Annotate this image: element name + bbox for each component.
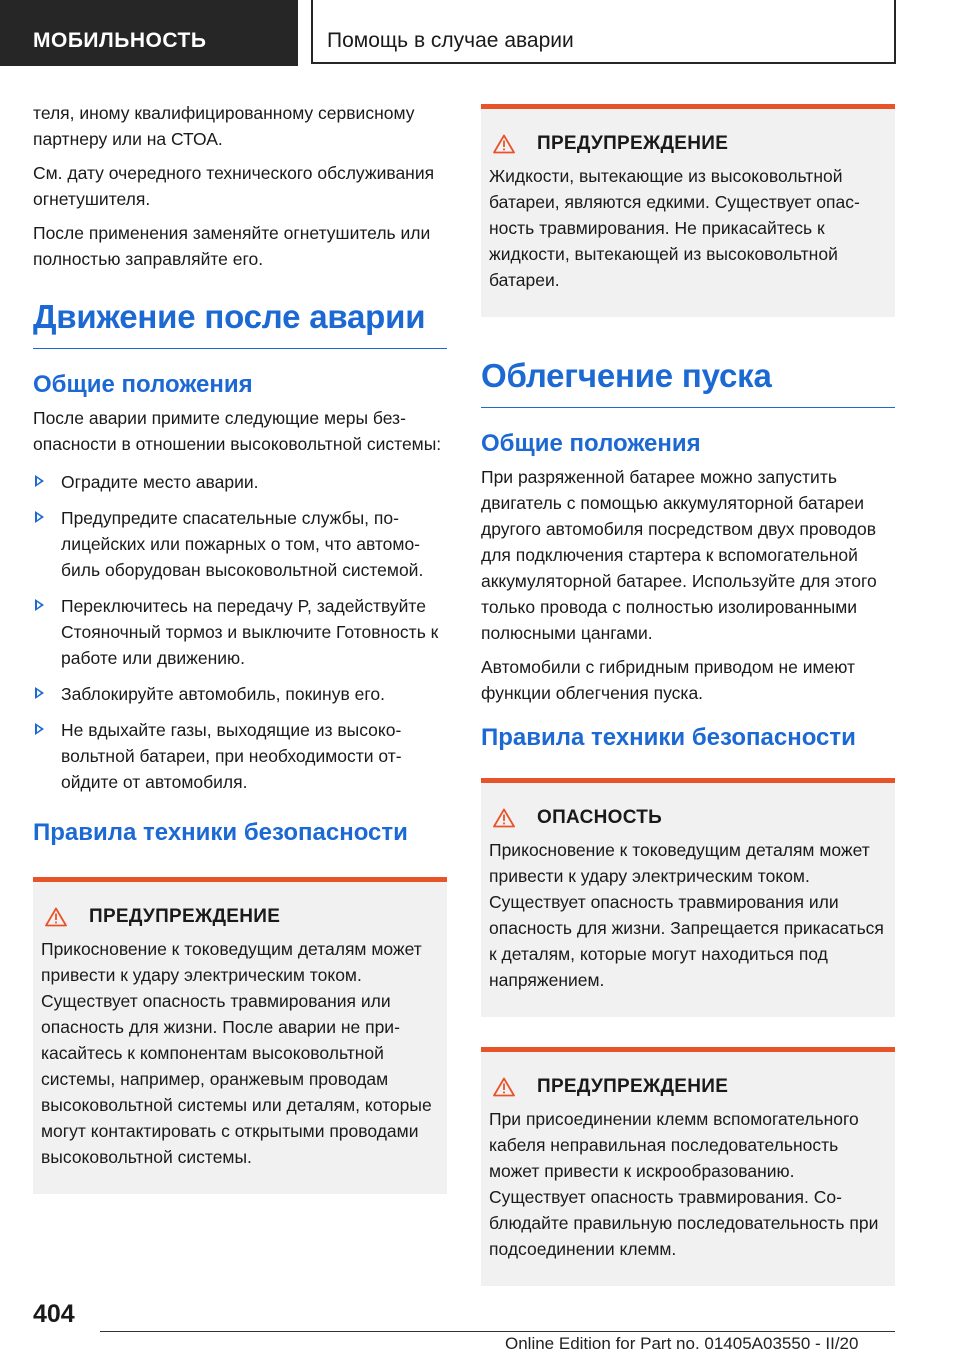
warning-header [489,1076,887,1098]
page-number: 404 [33,1300,75,1328]
list-item-text: Переключитесь на передачу P, задействуйте Стояночный тормоз и выключите Готовность к работе или движению. [61,596,439,668]
footer-divider [100,1331,895,1332]
general-paragraph: После аварии примите следующие меры безопасности в отношении высоковольтной системы: [33,408,442,454]
heading-general: Общие положения [481,430,701,457]
warning-title: ПРЕДУПРЕЖДЕНИЕ [537,133,729,154]
heading-general: Общие положения [33,371,253,398]
warning-triangle-icon [493,134,515,154]
list-item [33,717,447,795]
list-item-text: Предупредите спасательные службы, полицейских или пожарных о том, что автомобиль оборудован высоковольтной системой. [61,508,424,580]
warning-box [481,1047,895,1286]
list-item [33,681,447,707]
intro-paragraph: теля, иному квалифицированному сервисному партнеру или на СТОА. [33,103,415,149]
chapter-title: Помощь в случае аварии [311,0,896,64]
list-item [33,505,447,583]
general-paragraph: При разряженной батарее можно запустить двигатель с помощью аккумуляторной батареи другого автомобиля посредством двух проводов для подключения стартера к вспомогательной аккумуляторной батарее. Используйте для этого только провода с полностью изолированными полюсными цангами. [481,467,877,643]
page-header [0,0,960,66]
warning-triangle-icon [493,1077,515,1097]
warning-header [489,133,887,155]
intro-paragraph: После применения заменяйте огнетушитель или полностью заправляйте его. [33,223,431,269]
heading-driving-after-accident: Движение после аварии [33,298,447,349]
warning-box [33,877,447,1194]
warning-text: При присоединении клемм вспомогательного кабеля неправильная последовательность может привести к искрообразованию. Существует опасность травмирования. Соблюдайте правильную последовательность при подсоединении клемм. [489,1109,879,1259]
section-tab: МОБИЛЬНОСТЬ [0,0,298,66]
list-item-text: Заблокируйте автомобиль, покинув его. [61,684,385,704]
bullet-triangle-icon [35,599,44,611]
warning-title: ПРЕДУПРЕЖДЕНИЕ [537,1076,729,1097]
warning-box [481,104,895,317]
danger-header [489,807,887,829]
intro-paragraph: См. дату очередного технического обслуживания огнетушителя. [33,163,435,209]
list-item-text: Оградите место аварии. [61,472,259,492]
heading-jump-start: Облегчение пуска [481,357,895,408]
left-column [33,100,447,1194]
bullet-triangle-icon [35,475,44,487]
edition-label: Online Edition for Part no. 01405A03550 - II/20 [505,1334,859,1353]
warning-text: Жидкости, вытекающие из высоковольтной батареи, являются едкими. Существует опасность травмирования. Не прикасайтесь к жидкости, вытекающей из высоковольтной батареи. [489,166,860,290]
bullet-triangle-icon [35,511,44,523]
heading-safety-rules: Правила техники безопасности [481,724,856,751]
warning-triangle-icon [45,907,67,927]
general-paragraph: Автомобили с гибридным приводом не имеют функции облегчения пуска. [481,657,856,703]
warning-text: Прикосновение к токоведущим деталям может привести к удару электрическим током. Существует опасность травмирования или опасность для жизни. После аварии не прикасайтесь к компонентам высоковольтной системы, например, оранжевым проводам высоковольтной системы или деталям, которые могут контактировать с открытыми проводами высоковольтной системы. [41,939,432,1167]
warning-header [41,906,439,928]
list-item [33,593,447,671]
measures-list [33,469,447,795]
list-item-text: Не вдыхайте газы, выходящие из высоковольтной батареи, при необходимости отойдите от автомобиля. [61,720,402,792]
warning-title: ПРЕДУПРЕЖДЕНИЕ [89,906,281,927]
warning-triangle-icon [493,808,515,828]
danger-text: Прикосновение к токоведущим деталям может привести к удару электрическим током. Существует опасность травмирования или опасность для жизни. Запрещается прикасаться к деталям, которые могут находиться под напряжением. [489,840,884,990]
list-item [33,469,447,495]
right-column [481,104,895,1286]
bullet-triangle-icon [35,723,44,735]
bullet-triangle-icon [35,687,44,699]
danger-title: ОПАСНОСТЬ [537,807,663,828]
danger-box [481,778,895,1017]
heading-safety-rules: Правила техники безопасности [33,819,408,846]
